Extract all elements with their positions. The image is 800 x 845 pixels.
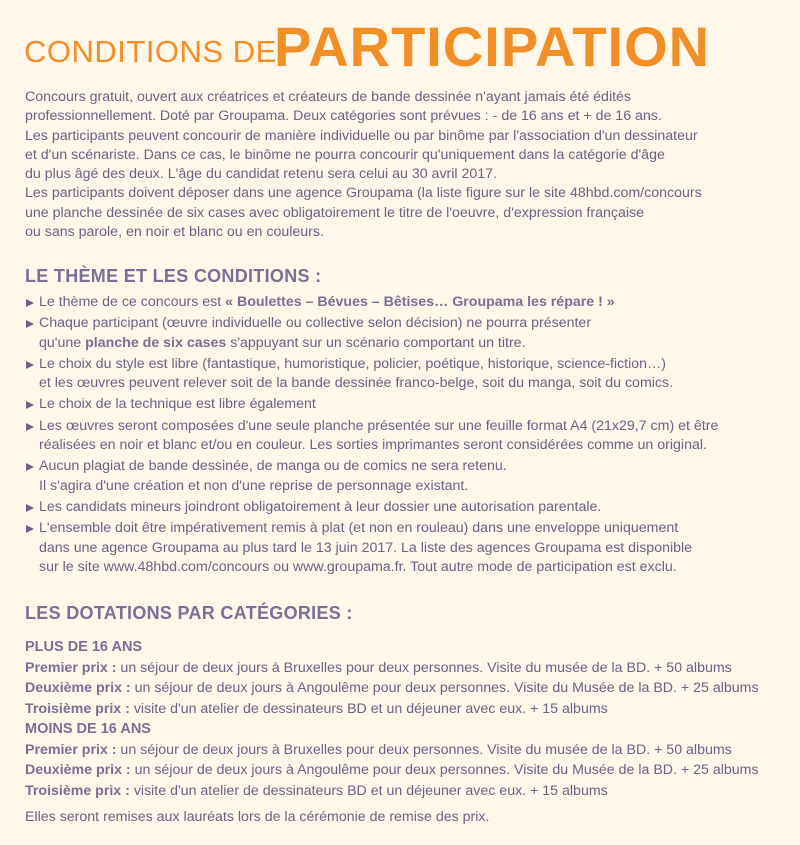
list-item <box>25 417 790 456</box>
title-prefix: CONDITIONS DE <box>24 34 277 69</box>
item-bold: planche de six cases <box>85 334 227 351</box>
item-bold: « Boulettes – Bévues – Bêtises… Groupama les répare ! » <box>225 294 615 310</box>
list-item <box>25 519 790 577</box>
list-item <box>25 457 790 496</box>
item-text: Le thème de ce concours est <box>39 294 226 310</box>
list-item <box>25 498 790 517</box>
item-text: Le choix du style est libre (fantastique, humoristique, policier, poétique, historique, science-fiction…) <box>39 355 666 372</box>
intro-line: et d'un scénariste. Dans ce cas, le binôme ne pourra concourir qu'uniquement dans la catégorie d'âge <box>25 146 665 163</box>
bullet-icon <box>25 400 35 410</box>
prizes-heading: LES DOTATIONS PAR CATÉGORIES : <box>25 603 353 623</box>
prize-label: Premier prix : <box>25 659 117 676</box>
intro-line: professionnellement. Doté par Groupama. Deux catégories sont prévues : - de 16 ans et + de 16 ans. <box>25 108 662 125</box>
prize-text: un séjour de deux jours à Angoulême pour deux personnes. Visite du Musée de la BD. + 25 albums <box>130 680 759 696</box>
prize-row <box>25 699 790 720</box>
list-item <box>25 314 790 353</box>
item-text: dans une agence Groupama au plus tard le 13 juin 2017. La liste des agences Groupama est disponible <box>39 539 693 556</box>
item-text: Le choix de la technique est libre également <box>39 396 316 413</box>
bullet-icon <box>25 524 35 534</box>
item-text: sur le site www.48hbd.com/concours ou www.groupama.fr. Tout autre mode de participation est exclu. <box>39 558 677 575</box>
prize-text: un séjour de deux jours à Bruxelles pour deux personnes. Visite du musée de la BD. + 50 albums <box>116 741 732 758</box>
category-title: MOINS DE 16 ANS <box>25 721 151 737</box>
bullet-icon <box>25 503 35 513</box>
intro-line: ou sans parole, en noir et blanc ou en couleurs. <box>25 224 324 241</box>
bullet-icon <box>25 319 35 329</box>
prize-text: visite d'un atelier de dessinateurs BD et un déjeuner avec eux. + 15 albums <box>129 782 608 799</box>
item-text: Aucun plagiat de bande dessinée, de manga ou de comics ne sera retenu. <box>39 458 507 475</box>
bullet-icon <box>25 462 35 472</box>
intro-line: Les participants peuvent concourir de manière individuelle ou par binôme par l'association d'un dessinateur <box>25 127 698 144</box>
intro-line: du plus âgé des deux. L'âge du candidat retenu sera celui au 30 avril 2017. <box>25 166 498 183</box>
prize-row <box>25 678 790 699</box>
item-text: Chaque participant (œuvre individuelle ou collective selon décision) ne pourra présenter <box>39 315 592 332</box>
category-title: PLUS DE 16 ANS <box>25 639 143 655</box>
item-text: Les candidats mineurs joindront obligatoirement à leur dossier une autorisation parentale. <box>39 498 602 515</box>
list-item <box>25 293 790 312</box>
prize-label: Troisième prix : <box>25 700 130 717</box>
prize-row <box>25 781 790 802</box>
item-text: Les œuvres seront composées d'une seule planche présentée sur une feuille format A4 (21x29,7 cm) et être <box>39 417 719 434</box>
item-text: qu'une <box>39 334 86 351</box>
prize-row <box>25 740 790 761</box>
bullet-icon <box>25 360 35 370</box>
bullet-icon <box>25 422 35 432</box>
prize-label: Premier prix : <box>25 741 117 758</box>
prize-label: Deuxième prix : <box>25 680 131 696</box>
prize-text: un séjour de deux jours à Bruxelles pour deux personnes. Visite du musée de la BD. + 50 albums <box>116 659 732 676</box>
item-text: Il s'agira d'une création et non d'une reprise de personnage existant. <box>39 477 469 494</box>
title-main: PARTICIPATION <box>274 15 711 78</box>
prize-label: Troisième prix : <box>25 782 130 799</box>
bullet-icon <box>25 298 35 308</box>
prize-text: visite d'un atelier de dessinateurs BD et un déjeuner avec eux. + 15 albums <box>129 700 608 717</box>
list-item <box>25 395 790 414</box>
prize-label: Deuxième prix : <box>25 762 131 778</box>
item-text: et les œuvres peuvent relever soit de la bande dessinée franco-belge, soit du manga, soit du comics. <box>39 375 674 392</box>
prize-text: un séjour de deux jours à Angoulême pour deux personnes. Visite du Musée de la BD. + 25 albums <box>130 762 759 778</box>
intro-text <box>25 88 785 242</box>
list-item <box>25 355 790 394</box>
intro-line: Les participants doivent déposer dans une agence Groupama (la liste figure sur le site 48hbd.com/concours <box>25 185 702 202</box>
item-text: s'appuyant sur un scénario comportant un titre. <box>226 334 526 351</box>
theme-list <box>25 293 790 579</box>
prize-row <box>25 760 790 781</box>
page-title <box>24 4 794 80</box>
intro-line: Concours gratuit, ouvert aux créatrices et créateurs de bande dessinée n'ayant jamais été édités <box>25 89 632 105</box>
prize-row <box>25 658 790 679</box>
item-text: L'ensemble doit être impérativement remis à plat (et non en rouleau) dans une enveloppe uniquement <box>39 520 679 537</box>
prizes-section <box>25 637 790 828</box>
theme-heading: LE THÈME ET LES CONDITIONS : <box>25 266 322 286</box>
closing-note: Elles seront remises aux lauréats lors de la cérémonie de remise des prix. <box>25 809 490 825</box>
intro-line: une planche dessinée de six cases avec obligatoirement le titre de l'oeuvre, d'expression française <box>25 204 644 221</box>
item-text: réalisées en noir et blanc et/ou en couleur. Les sorties imprimantes seront considérées comme un original. <box>39 437 707 454</box>
